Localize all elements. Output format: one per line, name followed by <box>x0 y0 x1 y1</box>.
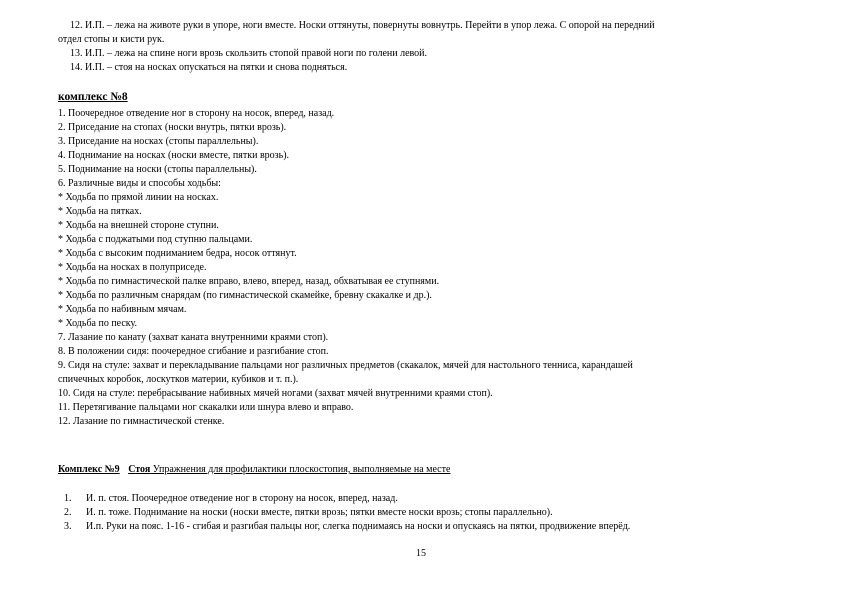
list-item: 2. Приседание на стопах (носки внутрь, пятки врозь). <box>58 122 287 133</box>
paragraph-item-12-line-2: отдел стопы и кисти рук. <box>58 34 165 45</box>
list-item-number: 2. <box>64 507 72 518</box>
list-item: * Ходьба с поджатыми под ступню пальцами. <box>58 234 253 245</box>
list-item: 10. Сидя на стуле: перебрасывание набивных мячей ногами (захват мячей внутренними краями стоп). <box>58 388 493 399</box>
page-number: 15 <box>416 548 426 559</box>
list-item: * Ходьба по различным снарядам (по гимнастической скамейке, бревну скакалке и др.). <box>58 290 432 301</box>
list-item: 8. В положении сидя: поочередное сгибание и разгибание стоп. <box>58 346 329 357</box>
complex-8-heading: комплекс №8 <box>58 91 128 103</box>
list-item: * Ходьба на носках в полуприседе. <box>58 262 207 273</box>
list-item: 3. Приседание на носках (стопы параллельны). <box>58 136 259 147</box>
list-item: * Ходьба по гимнастической палке вправо, влево, вперед, назад, обхватывая ее ступнями. <box>58 276 440 287</box>
list-item: 1. Поочередное отведение ног в сторону на носок, вперед, назад. <box>58 108 335 119</box>
paragraph-item-14: 14. И.П. – стоя на носках опускаться на пятки и снова подняться. <box>70 62 348 73</box>
complex-9-heading <box>58 464 450 476</box>
paragraph-item-12-line-1: 12. И.П. – лежа на животе руки в упоре, ноги вместе. Носки оттянуты, повернуты вовнутрь. Перейти в упор лежа. С опорой на передний <box>70 20 655 31</box>
complex-9-heading-stand: Стоя <box>128 464 151 475</box>
list-item: 6. Различные виды и способы ходьбы: <box>58 178 221 189</box>
complex-9-heading-number: Комплекс №9 <box>58 464 120 475</box>
list-item: 4. Поднимание на носках (носки вместе, пятки врозь). <box>58 150 290 161</box>
list-item-text: И. п. стоя. Поочередное отведение ног в сторону на носок, вперед, назад. <box>86 493 398 504</box>
list-item-number: 3. <box>64 521 72 532</box>
list-item <box>64 493 398 505</box>
list-item: 12. Лазание по гимнастической стенке. <box>58 416 225 427</box>
list-item-text: И. п. тоже. Поднимание на носки (носки вместе, пятки врозь; пятки вместе носки врозь; стопы параллельно). <box>86 507 553 518</box>
list-item: спичечных коробок, лоскутков материи, кубиков и т. п.). <box>58 374 299 385</box>
list-item-text: И.п. Руки на пояс. 1-16 - сгибая и разгибая пальцы ног, слегка поднимаясь на носки и опускаясь на пятки, продвижение вперёд. <box>86 521 631 532</box>
list-item: * Ходьба на внешней стороне ступни. <box>58 220 219 231</box>
list-item: 5. Поднимание на носки (стопы параллельны). <box>58 164 257 175</box>
complex-9-heading-description: Упражнения для профилактики плоскостопия, выполняемые на месте <box>150 464 451 475</box>
list-item: 7. Лазание по канату (захват каната внутренними краями стоп). <box>58 332 329 343</box>
paragraph-item-13: 13. И.П. – лежа на спине ноги врозь скользить стопой правой ноги по голени левой. <box>70 48 428 59</box>
list-item <box>64 507 553 519</box>
list-item: * Ходьба по набивным мячам. <box>58 304 187 315</box>
list-item: * Ходьба по прямой линии на носках. <box>58 192 219 203</box>
list-item: * Ходьба по песку. <box>58 318 138 329</box>
list-item: * Ходьба на пятках. <box>58 206 142 217</box>
list-item: * Ходьба с высоким подниманием бедра, носок оттянут. <box>58 248 297 259</box>
list-item: 9. Сидя на стуле: захват и перекладывание пальцами ног различных предметов (скакалок, мячей для настольного тенниса, карандашей <box>58 360 633 371</box>
list-item: 11. Перетягивание пальцами ног скакалки или шнура влево и вправо. <box>58 402 354 413</box>
list-item-number: 1. <box>64 493 72 504</box>
list-item <box>64 521 630 533</box>
